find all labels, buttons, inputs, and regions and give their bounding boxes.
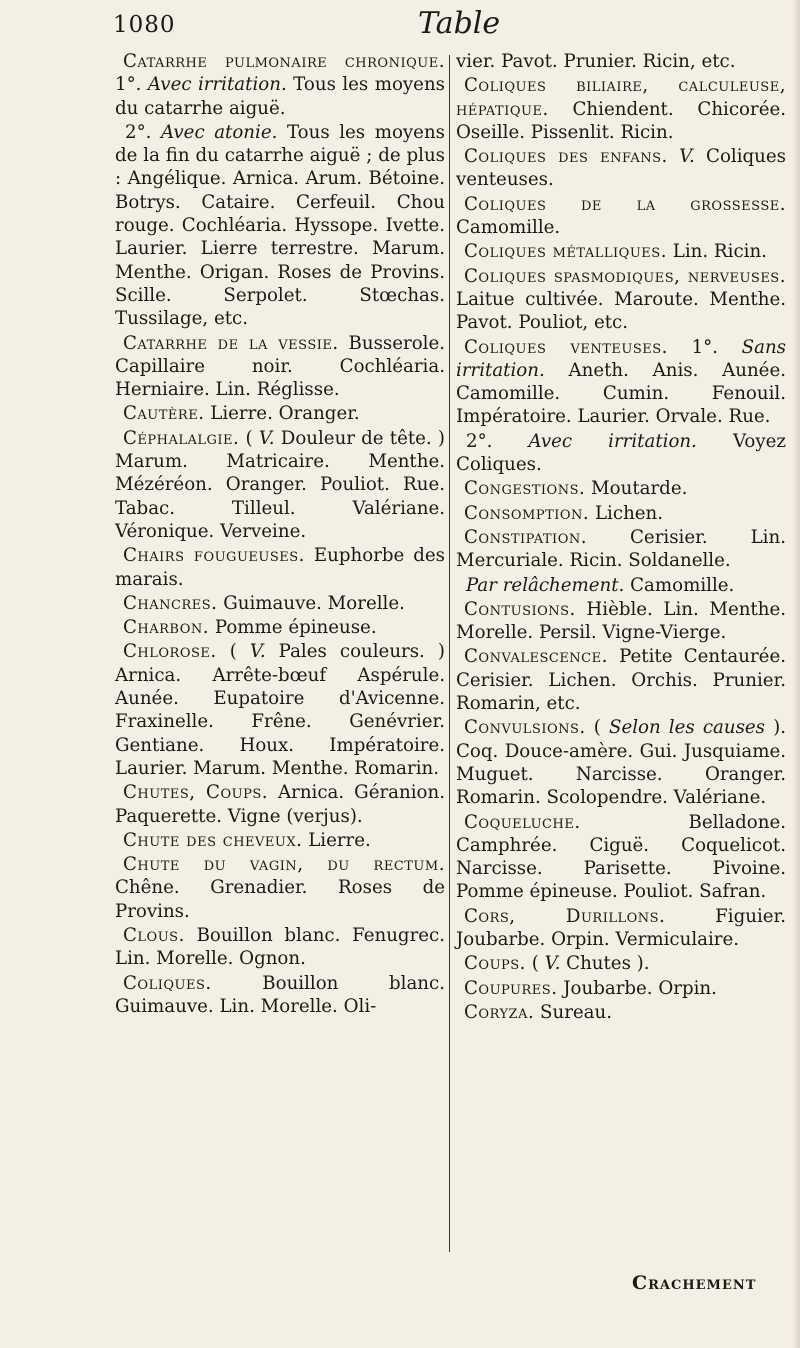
entry-heading: Coupures.: [464, 977, 558, 999]
entry-text: Sureau.: [534, 1001, 612, 1023]
entry-heading: Catarrhe de la vessie.: [123, 332, 339, 354]
index-entry: [115, 781, 445, 828]
entry-text: Belladone. Camphrée. Ciguë. Coquelicot. Narcisse. Parisette. Pivoine. Pomme épineuse. Pouliot. Safran.: [456, 811, 786, 903]
column-divider: [449, 55, 450, 1252]
index-entry: [456, 1001, 786, 1024]
entry-italic: Avec atonie.: [161, 121, 278, 143]
entry-text: 1°.: [115, 74, 148, 96]
entry-italic: Selon les causes: [609, 717, 765, 739]
entry-heading: Chute des cheveux.: [123, 829, 303, 851]
index-entry: [115, 972, 445, 1019]
entry-heading: Convalescence.: [464, 646, 608, 668]
index-entry: [115, 121, 445, 331]
entry-text: Guimauve. Morelle.: [217, 592, 405, 614]
entry-text: Camomille.: [456, 217, 561, 239]
entry-heading: Coliques.: [123, 972, 212, 994]
running-title: Table: [418, 6, 501, 41]
entry-italic: V.: [249, 641, 266, 663]
entry-heading: Coqueluche.: [464, 811, 581, 833]
index-entry: [456, 574, 786, 597]
entry-text: Busserole. Capillaire noir. Cochléaria. Herniaire. Lin. Réglisse.: [115, 332, 446, 401]
entry-italic: Avec irritation.: [528, 430, 697, 452]
index-entry: [456, 716, 786, 809]
entry-text: Cerisier. Lin. Mercuriale. Ricin. Soldanelle.: [456, 526, 786, 572]
index-entry: [115, 924, 445, 971]
entry-heading: Chute du vagin, du rectum.: [123, 854, 445, 876]
entry-text: Bouillon blanc. Guimauve. Lin. Morelle. Oli-: [115, 972, 445, 1017]
index-entry: [456, 952, 786, 975]
entry-heading: Coryza.: [464, 1001, 535, 1023]
entry-text: Joubarbe. Orpin.: [557, 977, 717, 999]
entry-heading: Coliques des enfans.: [464, 146, 668, 168]
entry-text: (: [216, 641, 250, 663]
entry-italic: Avec irritation.: [147, 74, 287, 96]
entry-text: Arnica. Géranion. Paquerette. Vigne (verjus).: [115, 782, 445, 827]
entry-heading: Clous.: [123, 924, 185, 946]
index-entry: [115, 829, 445, 852]
entry-heading: Coliques de la grossesse.: [464, 193, 786, 215]
entry-heading: Congestions.: [464, 478, 586, 500]
entry-italic: Par relâchement.: [466, 574, 625, 596]
index-entry: [456, 145, 786, 192]
entry-text: Figuier. Joubarbe. Orpin. Vermiculaire.: [456, 905, 786, 950]
entry-heading: Charbon.: [123, 617, 210, 639]
entry-text-tail: Aneth. Anis. Aunée. Camomille. Cumin. Fenouil. Impératoire. Laurier. Orvale. Rue.: [456, 359, 786, 428]
entry-text-tail: ). Coq. Douce-amère. Gui. Jusquiame. Muguet. Narcisse. Oranger. Romarin. Scolopendre. Valériane.: [456, 717, 786, 809]
entry-text: Lichen.: [589, 502, 664, 524]
entry-heading: Convulsions.: [464, 717, 586, 739]
entry-italic: V.: [544, 953, 561, 975]
catchword: Crachement: [632, 1272, 757, 1294]
entry-text: (: [585, 717, 609, 739]
index-entry: [115, 592, 445, 615]
index-entry: [456, 905, 786, 952]
entry-text-tail: Chutes ).: [560, 953, 650, 975]
index-entry: [456, 430, 786, 477]
index-entry: [115, 427, 445, 543]
entry-heading: Céphalalgie.: [123, 427, 240, 449]
index-entry: [456, 645, 786, 715]
index-entry: [456, 598, 786, 645]
entry-text: Lierre.: [302, 829, 371, 851]
index-entry: [115, 544, 445, 591]
entry-italic: Sans irritation.: [456, 336, 786, 381]
entry-heading: Chancres.: [123, 592, 218, 614]
index-entry: [456, 526, 786, 573]
entry-heading: Cors, Durillons.: [464, 905, 666, 927]
index-entry: [115, 50, 445, 120]
entry-heading: Coliques spasmodiques, nerveuses.: [464, 265, 786, 287]
entry-text: 1°.: [667, 336, 742, 358]
entry-text: Lierre. Oranger.: [204, 403, 360, 425]
entry-heading: Contusions.: [464, 598, 576, 620]
entry-heading: Cautère.: [123, 403, 205, 425]
left-column: [115, 50, 445, 1019]
entry-text-tail: Camomille.: [624, 574, 735, 596]
entry-heading: Coups.: [464, 953, 526, 975]
entry-text: 2°.: [125, 121, 162, 143]
entry-heading: Coliques biliaire, calculeuse, hépatique.: [456, 75, 786, 120]
entry-text-tail: Douleur de tête. ) Marum. Matricaire. Menthe. Mézéréon. Oranger. Pouliot. Rue. Tabac. Tilleul. Valériane. Véronique. Verveine.: [115, 427, 445, 542]
entry-text: Euphorbe des marais.: [115, 545, 445, 590]
index-entry: [115, 640, 445, 780]
index-entry: [115, 332, 445, 402]
entry-text: (: [239, 427, 259, 449]
entry-text: Pomme épineuse.: [209, 617, 377, 639]
entry-text-tail: Tous les moyens de la fin du catarrhe aiguë ; de plus : Angélique. Arnica. Arum. Bétoine. Botrys. Cataire. Cerfeuil. Chou rouge. Cochléaria. Hyssope. Ivette. Laurier. Lierre terrestre. Marum. Menthe. Origan. Roses de Provins. Scille. Serpolet. Stœchas. Tussilage, etc.: [115, 121, 445, 330]
entry-heading: Coliques métalliques.: [464, 241, 667, 263]
index-entry: [456, 336, 786, 429]
entry-text: Moutarde.: [585, 478, 688, 500]
index-entry: [456, 265, 786, 335]
entry-text: Chêne. Grenadier. Roses de Provins.: [115, 877, 445, 922]
entry-text: (: [525, 953, 545, 975]
entry-text: 2°.: [466, 430, 529, 452]
index-entry: [115, 853, 445, 923]
entry-text-tail: Voyez Coliques.: [456, 430, 786, 476]
index-entry: [115, 402, 445, 425]
entry-text: vier. Pavot. Prunier. Ricin, etc.: [456, 51, 736, 72]
entry-text-tail: Coliques venteuses.: [456, 146, 786, 191]
entry-heading: Chairs fougueuses.: [123, 545, 305, 567]
index-entry: [456, 502, 786, 525]
index-entry: [456, 977, 786, 1000]
entry-text: Hièble. Lin. Menthe. Morelle. Persil. Vigne-Vierge.: [456, 598, 786, 644]
entry-heading: Constipation.: [464, 526, 588, 548]
entry-text-tail: Pales couleurs. ) Arnica. Arrête-bœuf Aspérule. Aunée. Eupatoire d'Avicenne. Fraxinelle. Frêne. Genévrier. Gentiane. Houx. Impératoire. Laurier. Marum. Menthe. Romarin.: [115, 641, 445, 779]
entry-heading: Chutes, Coups.: [123, 782, 269, 804]
index-entry: [456, 811, 786, 904]
entry-text: Laitue cultivée. Maroute. Menthe. Pavot. Pouliot, etc.: [456, 288, 786, 334]
index-entry: [456, 477, 786, 500]
right-column: [456, 50, 786, 1025]
entry-heading: Chlorose.: [123, 641, 217, 663]
entry-italic: V.: [258, 427, 275, 449]
index-entry: [115, 616, 445, 639]
index-entry: [456, 240, 786, 263]
entry-text: Petite Centaurée. Cerisier. Lichen. Orchis. Prunier. Romarin, etc.: [456, 646, 786, 715]
page-number: 1080: [113, 12, 176, 38]
index-entry: [456, 193, 786, 240]
entry-text: Bouillon blanc. Fenugrec. Lin. Morelle. Ognon.: [115, 924, 445, 970]
index-entry: [456, 74, 786, 144]
entry-heading: Consomption.: [464, 502, 590, 524]
entry-heading: Coliques venteuses.: [464, 336, 668, 358]
index-entry: [456, 50, 786, 73]
entry-italic: V.: [679, 146, 695, 168]
entry-text: Chiendent. Chicorée. Oseille. Pissenlit. Ricin.: [456, 98, 786, 143]
page-edge-shadow: [792, 0, 800, 1348]
entry-text: [668, 146, 679, 167]
entry-text-tail: Tous les moyens du catarrhe aiguë.: [115, 74, 445, 119]
entry-heading: Catarrhe pulmonaire chronique.: [123, 51, 445, 72]
entry-text: Lin. Ricin.: [666, 241, 767, 263]
page-header: [0, 0, 800, 50]
